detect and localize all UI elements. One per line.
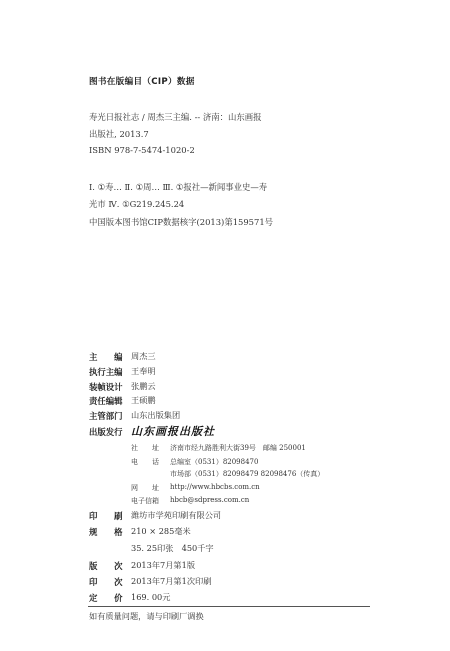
edition-label: 版 次 [89,561,123,571]
price-label: 定 价 [89,593,123,603]
supervisor-value: 山东出版集团 [131,410,181,420]
price-value: 169. 00元 [131,592,171,602]
edition-value: 2013年7月第1版 [131,560,196,570]
cip-line-isbn: ISBN 978-7-5474-1020-2 [89,145,195,155]
executive-editor-label: 执行主编 [89,367,123,377]
supervisor-label: 主管部门 [89,411,123,421]
website-label: 网 址 [131,484,159,492]
email-label: 电子信箱 [131,497,159,505]
printing-label: 印 次 [89,577,123,587]
website-value: http://www.hbcbs.com.cn [170,483,260,491]
editor-value: 周杰三 [131,351,156,361]
sheets-value: 35. 25印张 450千字 [131,543,214,553]
executive-editor-value: 王奉明 [131,366,156,376]
footer-note: 如有质量问题，请与印刷厂调换 [89,611,204,621]
cip-line-classification: 光市 Ⅳ. ①G219.245.24 [89,199,185,209]
spec-value: 210 × 285毫米 [131,526,191,536]
publisher-logo: 山东画报出版社 [131,425,215,438]
footer-divider [88,606,370,607]
design-label: 装帧设计 [89,382,123,392]
address-label: 社 址 [131,444,159,452]
publisher-label: 出版发行 [89,427,123,437]
printer-label: 印 刷 [89,511,123,521]
design-value: 张鹏云 [131,381,156,391]
address-value: 济南市经九路胜利大街39号 邮编 250001 [170,444,306,452]
spec-label: 规 格 [89,527,123,537]
phone-market: 市场部（0531）82098479 82098476（传真） [170,470,325,478]
editor-label: 主 编 [89,352,123,362]
phone-label: 电 话 [131,458,159,466]
phone-editorial: 总编室（0531）82098470 [170,458,259,466]
responsible-editor-value: 王硕鹏 [131,395,156,405]
responsible-editor-label: 责任编辑 [89,396,123,406]
cip-line-publisher-date: 出版社, 2013.7 [89,129,149,139]
printer-value: 潍坊市学苑印刷有限公司 [131,510,222,520]
email-value: hbcb@sdpress.com.cn [170,496,250,504]
cip-title: 图书在版编目（CIP）数据 [89,77,195,87]
cip-line-subjects: Ⅰ. ①寿… Ⅱ. ①周… Ⅲ. ①报社—新闻事业史—寿 [89,182,268,192]
cip-line-title-editor: 寿光日报社志 / 周杰三主编. -- 济南：山东画报 [89,112,262,122]
printing-value: 2013年7月第1次印刷 [131,576,212,586]
cip-line-cip-number: 中国版本图书馆CIP数据核字(2013)第159571号 [89,217,274,227]
